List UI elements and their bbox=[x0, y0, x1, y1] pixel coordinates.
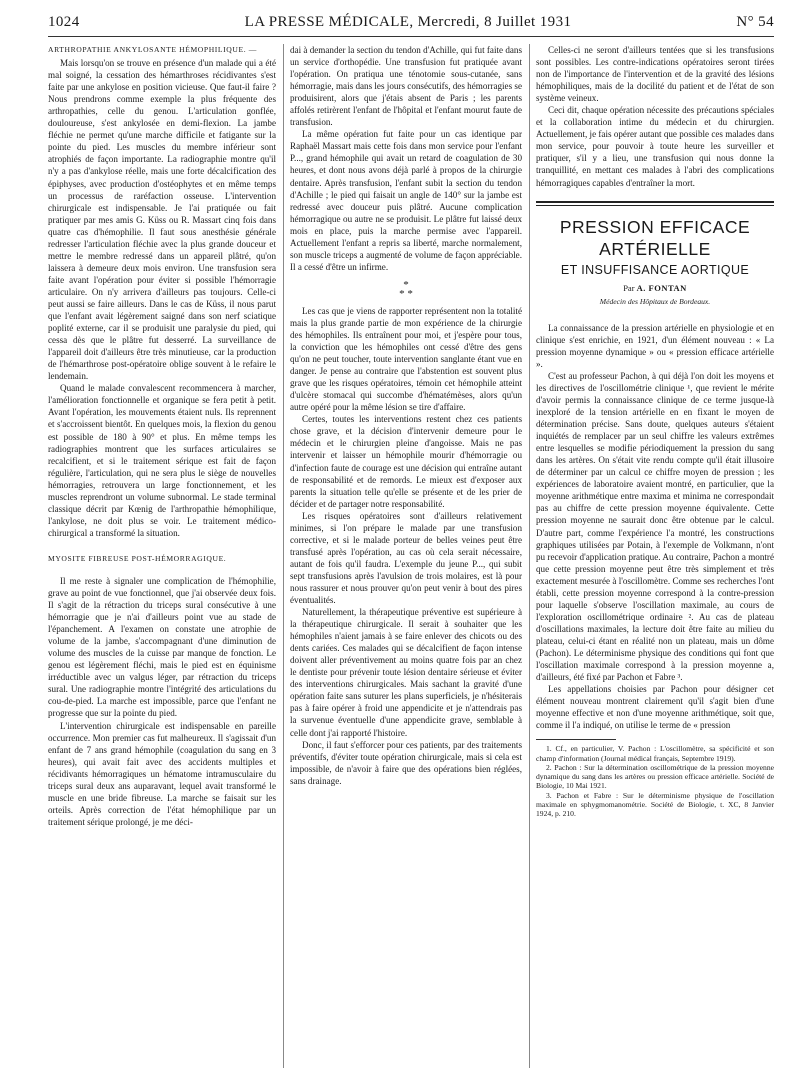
article-rule bbox=[536, 201, 774, 203]
article-rule bbox=[536, 205, 774, 206]
paragraph: La même opération fut faite pour un cas identique par Raphaël Massart mais cette fois dans mon service pour l'enfant P..., grand hémophile qui avait un retard de coagulation de 30 heures, et dont nous avons déjà parlé à propos de la chirurgie dentaire. Après transfusion, l'enfant subit la section du tendon d'Achille ; le pied qui faisait un angle de 140° sur la jambe est redressé avec douceur puis plâtré. Aucune complication hémorragique ou autre ne se produisit. Le plâtre fut laissé deux mois en place, puis la marche permise avec l'appareil. Actuellement l'enfant a repris sa liberté, marche normalement, son muscle triceps a augmenté de volume de façon appréciable. Il a cessé d'être un infirme. bbox=[290, 129, 522, 272]
column-divider bbox=[283, 44, 284, 1068]
article-author: Par A. FONTAN bbox=[623, 282, 687, 293]
column-left bbox=[48, 44, 276, 828]
footnote: 3. Pachon et Fabre : Sur le déterminisme physique de l'oscillation maximale en sphygmomanométrie. Société de Biologie, t. XC, 8 Janvier 1924, p. 210. bbox=[536, 790, 774, 819]
section-heading: ARTHROPATHIE ANKYLOSANTE HÉMOPHILIQUE. — bbox=[48, 45, 257, 54]
column-divider bbox=[529, 44, 530, 1068]
page-header bbox=[48, 14, 774, 38]
column-middle bbox=[290, 44, 522, 787]
paragraph: La connaissance de la pression artérielle en physiologie et en clinique s'est enrichie, en 1921, d'un élément nouveau : « La pression moyenne dynamique » ou « pression efficace artérielle ». bbox=[536, 322, 774, 369]
page-number: 1024 bbox=[48, 14, 80, 30]
paragraph: Les appellations choisies par Pachon pour désigner cet élément nouveau montrent clairement qu'il s'agit bien d'une moyenne effective et non d'une moyenne arithmétique, soit que, comme il l'a indiqué, on utilise le terme de « pression bbox=[536, 684, 774, 731]
article-title: PRESSION EFFICACE bbox=[559, 216, 751, 237]
paragraph: dai à demander la section du tendon d'Achille, qui fut faite dans un service d'orthopédie. Une transfusion fut pratiquée avant l'opération. On pratiqua une ténotomie sous-cutanée, sans hémorragie, mais dans les jours consécutifs, des hémorragies se produisirent, alors que j'étais absent de Paris ; les parents affolés retirèrent l'enfant de l'hôpital et l'enfant mourut faute de transfusion. bbox=[290, 45, 522, 128]
section-heading: MYOSITE FIBREUSE POST-HÉMORRAGIQUE. bbox=[48, 553, 227, 563]
paragraph: Ceci dit, chaque opération nécessite des précautions spéciales et la collaboration intime du médecin et du chirurgien. Actuellement, je fais opérer autant que possible ces malades dans mon service, pour pouvoir à toute heure les surveiller et pratiquer, s'il y a lieu, une transfusion qui nous donne la tranquillité, en mettant ces malades à l'abri des complications hémorragiques capables d'entraîner la mort. bbox=[536, 105, 774, 188]
paragraph: Les cas que je viens de rapporter représentent non la totalité mais la plus grande partie de mon expérience de la chirurgie des hémophiles. Ils entraînent pour moi, et j'espère pour tous, la conviction que les hémophiles ont cessé d'être des gens qu'on ne peut toucher, toute intervention sanglante étant vue en danger. Je pense au contraire que l'abstention est souvent plus grave que les risques opératoires, témoin cet hémophile atteint d'ulcère stomacal qui succombe d'hématémèses, alors qu'un autre opéré pour la même lésion se tire d'affaire. bbox=[290, 305, 522, 413]
paragraph: Celles-ci ne seront d'ailleurs tentées que si les transfusions sont possibles. Les contre-indications opératoires seront tirées non de l'importance de l'intervention et de la gravité des lésions hémophiliques, mais de la docilité du patient et de l'état de son système veineux. bbox=[536, 45, 774, 104]
paragraph: Les risques opératoires sont d'ailleurs relativement minimes, si l'on prépare le malade par une transfusion corrective, et si le malade porteur de belles veines peut être transfusé après l'opération, au cas où cela serait nécessaire, autant de fois qu'il faudra. L'exemple du jeune P..., qui subit sept transfusions après l'avulsion de trois molaires, est là pour nous rassurer et nous prouver qu'on peut venir à bout des pires éventualités. bbox=[290, 510, 522, 606]
paragraph: Donc, il faut s'efforcer pour ces patients, par des traitements préventifs, d'éviter toute opération chirurgicale, mais si cela est impossible, de n'avoir à faire que des opérations bien réglées, sans drainage. bbox=[290, 739, 522, 786]
issue-number: N° 54 bbox=[736, 14, 774, 30]
header-rule bbox=[48, 36, 774, 37]
paragraph: L'intervention chirurgicale est indispensable en pareille occurrence. Mon premier cas fut malheureux. Il s'agissait d'un enfant de 7 ans grand hémophile (coagulation du sang en 3 heures), qui avait fait avec des accidents multiples et récidivants hémorragiques un hématome intramusculaire du triceps sural deux ans auparavant, lequel avait transformé le muscle en une bride fibreuse. La marche se faisait sur les orteils. Après correction de l'état hémophilique par un traitement sérique prolongé, je me déci- bbox=[48, 720, 276, 827]
column-right bbox=[536, 44, 774, 819]
paragraph: Il me reste à signaler une complication de l'hémophilie, grave au point de vue fonctionnel, que j'ai observée deux fois. Il s'agit de la rétraction du triceps sural consécutive à une hémorragie que je n'ai d'ailleurs point vue au stade de l'épanchement. A l'examen on constate une atrophie de volume de la jambe, s'accompagnant d'une diminution de volume des muscles de la cuisse par manque de fonction. Le genou est légèrement fléchi, mais le pied est en équinisme irréductible avec un valgus léger, par rétraction du triceps sural. Une radiographie montre l'intégrité des articulations du cou-de-pied. La marche est impossible, parce que l'enfant ne progresse que sur la pointe du pied. bbox=[48, 575, 276, 719]
footnote-rule bbox=[536, 739, 616, 740]
paragraph: Certes, toutes les interventions restent chez ces patients chose grave, et la décision d'intervenir demeure pour le médecin et le chirurgien pleine d'angoisse. Mais ne pas intervenir et laisser un hémophile mourir d'hémorragie ou d'infection faute de courage est une décision qui entraîne autant de responsabilité et de remords. Le mieux est d'exposer aux parents la situation telle qu'elle se présente et de les prier de décider et de partager notre responsabilité. bbox=[290, 414, 522, 509]
journal-title: LA PRESSE MÉDICALE, Mercredi, 8 Juillet 1931 bbox=[244, 14, 572, 30]
footnote: 2. Pachon : Sur la détermination oscillométrique de la pression moyenne dynamique du sang dans les artères ou pression efficace artérielle. Société de Biologie, 10 Mai 1921. bbox=[536, 762, 774, 791]
article-title: ARTÉRIELLE bbox=[599, 238, 711, 259]
section-separator: * * * bbox=[399, 278, 413, 300]
paragraph: Naturellement, la thérapeutique préventive est supérieure à la thérapeutique chirurgicale. Il serait à souhaiter que les hémophiles n'aient jamais à se faire enlever des chicots ou des dents cariées. Ces malades qui se décalcifient de façon intense doivent aller préventivement au moins quatre fois par an chez le dentiste pour prévenir toute lésion dentaire sérieuse et éviter des interventions chirurgicales. Mais sachant la gravité d'une opération faite sans suturer les plans superficiels, je n'hésiterais pas à faire opérer à froid une appendicite et je n'attendrais pas la survenue éventuelle d'une appendicite grave, semblable à celle dont j'ai rapporté l'histoire. bbox=[290, 607, 522, 738]
paragraph: C'est au professeur Pachon, à qui déjà l'on doit les moyens et les directives de l'oscillométrie clinique ¹, que revient le mérite d'avoir permis la connaissance clinique de ce terme jusque-là inexploré de la tension artérielle en en fixant le moyen de détermination précise. Sans doute, quelques auteurs s'étaient inquiétés de remplacer par un seul chiffre les valeurs extrêmes entre lesquelles se modifie périodiquement la pression du sang dans les artères. On s'était vite rendu compte qu'il était illusoire de déterminer par un calcul ce chiffre moyen de pression ; les expériences de laboratoire avaient montré, en particulier, que la moyenne arithmétique entre maxima et minima ne correspondait pas au chiffre de cette pression moyenne équivalente. Cette pression moyenne ne saurait donc être obtenue par le calcul. D'autre part, comme l'expérience l'a montré, les constructions graphiques utilisées par Potain, à l'exemple de Volkmann, n'ont pu recevoir d'application pratique. Au contraire, Pachon a montré que cette pression moyenne peut être très simplement et très exactement mesurée à l'oscillomètre. Comme ses recherches l'ont établi, cette pression moyenne correspond à la contre-pression pour laquelle s'observe l'oscillation maximale, au cours de l'exploration oscillométrique ordinaire ². Au cas de plateau d'oscillations maximales, la lecture doit être faite au milieu du plateau, celui-ci étant en réalité non un plateau, mais un dôme (Pachon). Le déterminisme physique des conditions qui font que l'oscillation maximale correspond à la pression moyenne a, d'ailleurs, été fixé par Pachon et Fabre ³. bbox=[536, 370, 774, 683]
paragraph: Mais lorsqu'on se trouve en présence d'un malade qui a été mal soigné, la cessation des hémarthroses récidivantes s'est faite par une ankylose en position vicieuse. Que faut-il faire ? Nous prendrons comme exemple la plus fréquente des arthropathies, celle du genou. L'articulation gonflée, douloureuse, s'est ankylosée en demi-flexion. La jambe fléchie ne permet qu'une marche difficile et fatigante sur la pointe du pied. Les muscles du membre inférieur sont atrophiés de façon importante. La radiographie montre qu'il n'y a pas d'ankylose réelle, mais une forte décalcification des épiphyses, avec production d'ostéophytes et en même temps un processus de raréfaction osseuse. L'intervention chirurgicale est indispensable. Je l'ai pratiquée ou fait pratiquer par mes amis G. Küss ou R. Massart cinq fois dans quatre cas d'hémophilie. Il faut sous anesthésie générale redresser l'articulation fléchie avec la plus grande douceur et mettre le membre redressé dans un appareil plâtré, qu'on laissera à demeure deux mois environ. Une transfusion sera faite avant l'opération pour éviter si possible l'hémorragie articulaire. On n'y arrivera d'ailleurs pas toujours. Celle-ci peut aussi se faire ailleurs. Dans le cas de Küss, il nous parut que l'enfant avait légèrement saigné dans son nerf sciatique poplité externe, car il se produisit une paralysie du pied, qui cessa dès que le plâtre fut desserré. La surveillance de l'appareil doit d'ailleurs être très minutieuse, car la production de l'hémarthrose post-opératoire oblige souvent à le refaire le lendemain. bbox=[48, 58, 276, 382]
article-subtitle: ET INSUFFISANCE AORTIQUE bbox=[560, 262, 750, 277]
author-affiliation: Médecin des Hôpitaux de Bordeaux. bbox=[599, 296, 711, 306]
footnote: 1. Cf., en particulier, V. Pachon : L'oscillomètre, sa spécificité et son champ d'information (Journal médical français, Septembre 1919). bbox=[536, 744, 774, 763]
paragraph: Quand le malade convalescent recommencera à marcher, l'amélioration fonctionnelle et organique se fera petit à petit. Avant l'opération, les mouvements étaient nuls. Ils reprennent et s'accroissent bientôt. En quelques mois, la flexion du genou est possible de 180 à 90° et plus. En même temps les radiographies montrent que les surfaces articulaires se recalcifient, et si le traitement sérique est fait de façon régulière, l'articulation, qui ne sera plus le siège de nouvelles hémorragies, retrouvera un large fonctionnement, et les muscles reprendront un volume subnormal. Le stade terminal classique décrit par Kœnig de l'arthropathie hémophilique, l'ankylose, ne doit plus se voir. Le traitement médico-chirurgical a transformé la situation. bbox=[48, 383, 276, 538]
